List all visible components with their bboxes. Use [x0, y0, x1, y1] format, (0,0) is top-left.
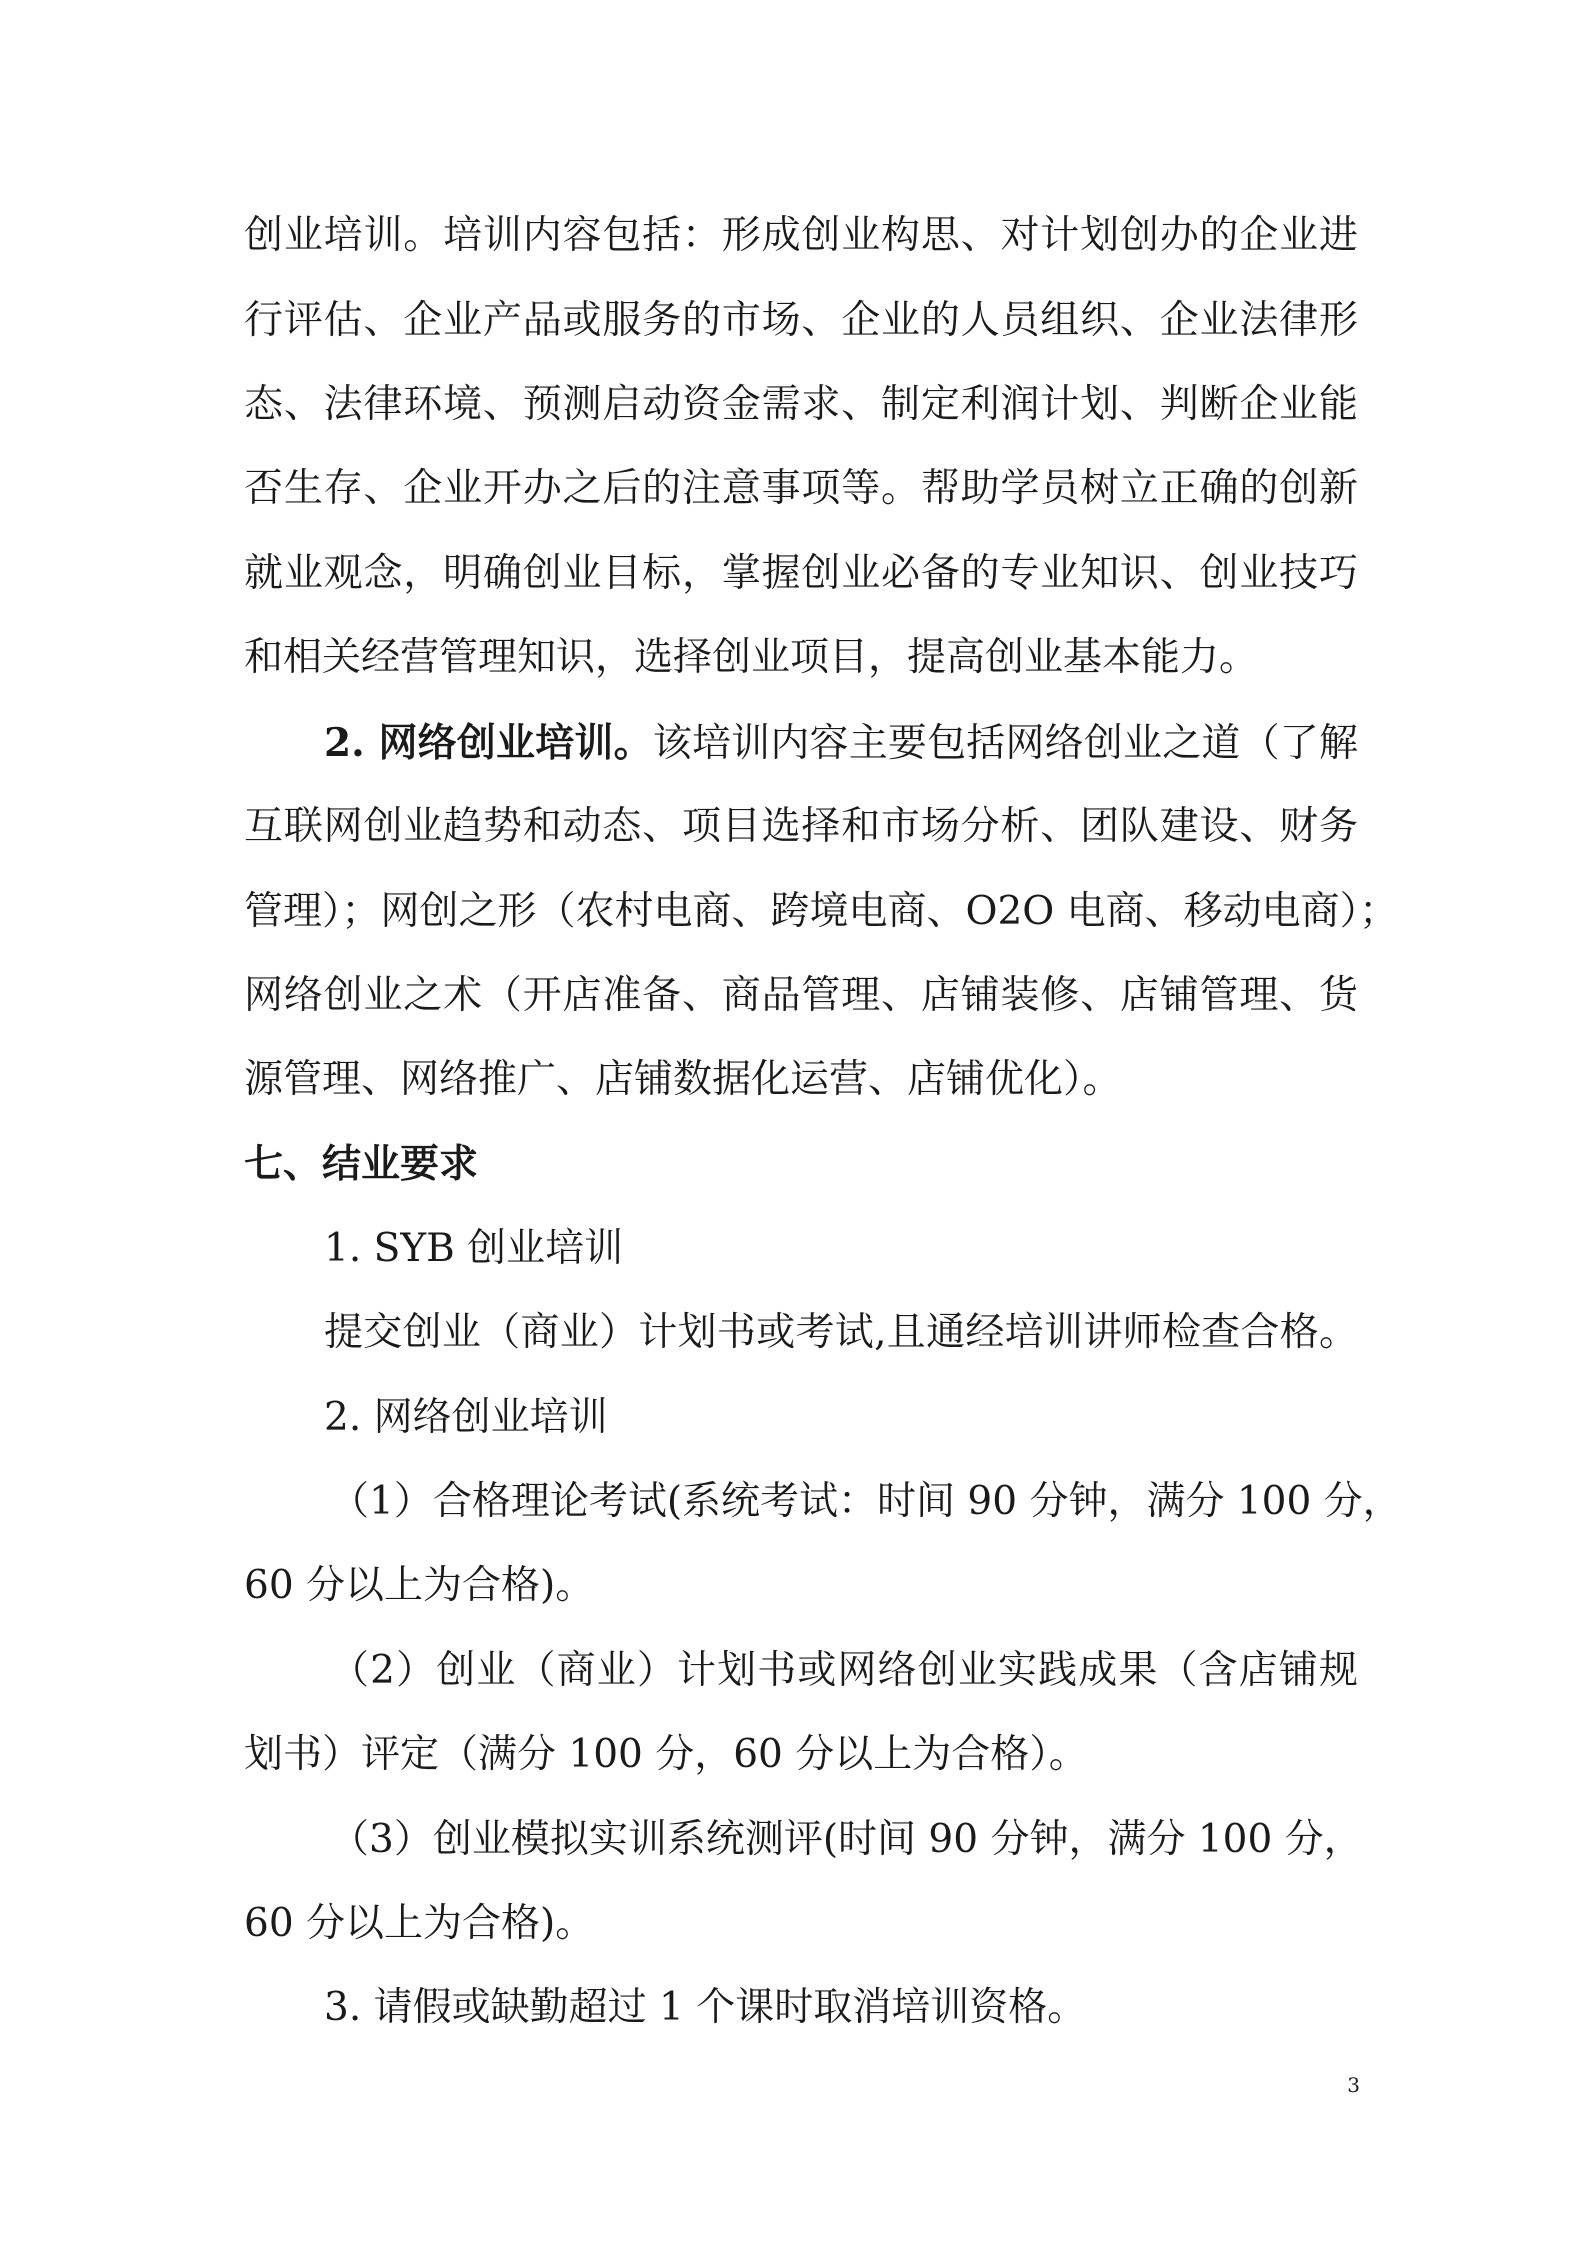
paragraph-line: 网络创业之术（开店准备、商品管理、店铺装修、店铺管理、货	[244, 973, 1358, 1018]
syb-requirement: 提交创业（商业）计划书或考试,且通经培训讲师检查合格。	[324, 1310, 1358, 1355]
item-line: 60 分以上为合格)。	[244, 1563, 595, 1608]
paragraph-line: 态、法律环境、预测启动资金需求、制定利润计划、判断企业能	[244, 382, 1358, 427]
section-heading: 七、结业要求	[244, 1142, 479, 1187]
paragraph-line: 和相关经营管理知识，选择创业项目，提高创业基本能力。	[244, 635, 1259, 680]
paragraph-line: 否生存、企业开办之后的注意事项等。帮助学员树立正确的创新	[244, 466, 1358, 511]
syb-heading: 1. SYB 创业培训	[324, 1226, 624, 1271]
item-line: 60 分以上为合格)。	[244, 1901, 595, 1946]
paragraph-line: 创业培训。培训内容包括：形成创业构思、对计划创办的企业进	[244, 213, 1358, 258]
paragraph-line: 源管理、网络推广、店铺数据化运营、店铺优化）。	[244, 1057, 1122, 1102]
online-training-lead: 2. 网络创业培训。	[324, 720, 653, 766]
paragraph-line: 互联网创业趋势和动态、项目选择和市场分析、团队建设、财务	[244, 804, 1358, 849]
item-line: （1）合格理论考试(系统考试：时间 90 分钟，满分 100 分，	[330, 1479, 1402, 1524]
page-number: 3	[1347, 2073, 1360, 2097]
online-training-text: 该培训内容主要包括网络创业之道（了解	[652, 721, 1358, 766]
paragraph-line: 就业观念，明确创业目标，掌握创业必备的专业知识、创业技巧	[244, 551, 1358, 596]
paragraph-line: 管理）；网创之形（农村电商、跨境电商、O2O 电商、移动电商）；	[244, 889, 1399, 934]
paragraph-line: 行评估、企业产品或服务的市场、企业的人员组织、企业法律形	[244, 298, 1358, 343]
online-training-first-line	[324, 713, 1358, 773]
attendance-requirement: 3. 请假或缺勤超过 1 个课时取消培训资格。	[324, 1985, 1087, 2030]
item-line: （2）创业（商业）计划书或网络创业实践成果（含店铺规	[330, 1648, 1358, 1693]
item-line: 划书）评定（满分 100 分，60 分以上为合格）。	[244, 1732, 1088, 1777]
online-heading: 2. 网络创业培训	[324, 1395, 608, 1440]
item-line: （3）创业模拟实训系统测评(时间 90 分钟，满分 100 分，	[330, 1817, 1363, 1862]
